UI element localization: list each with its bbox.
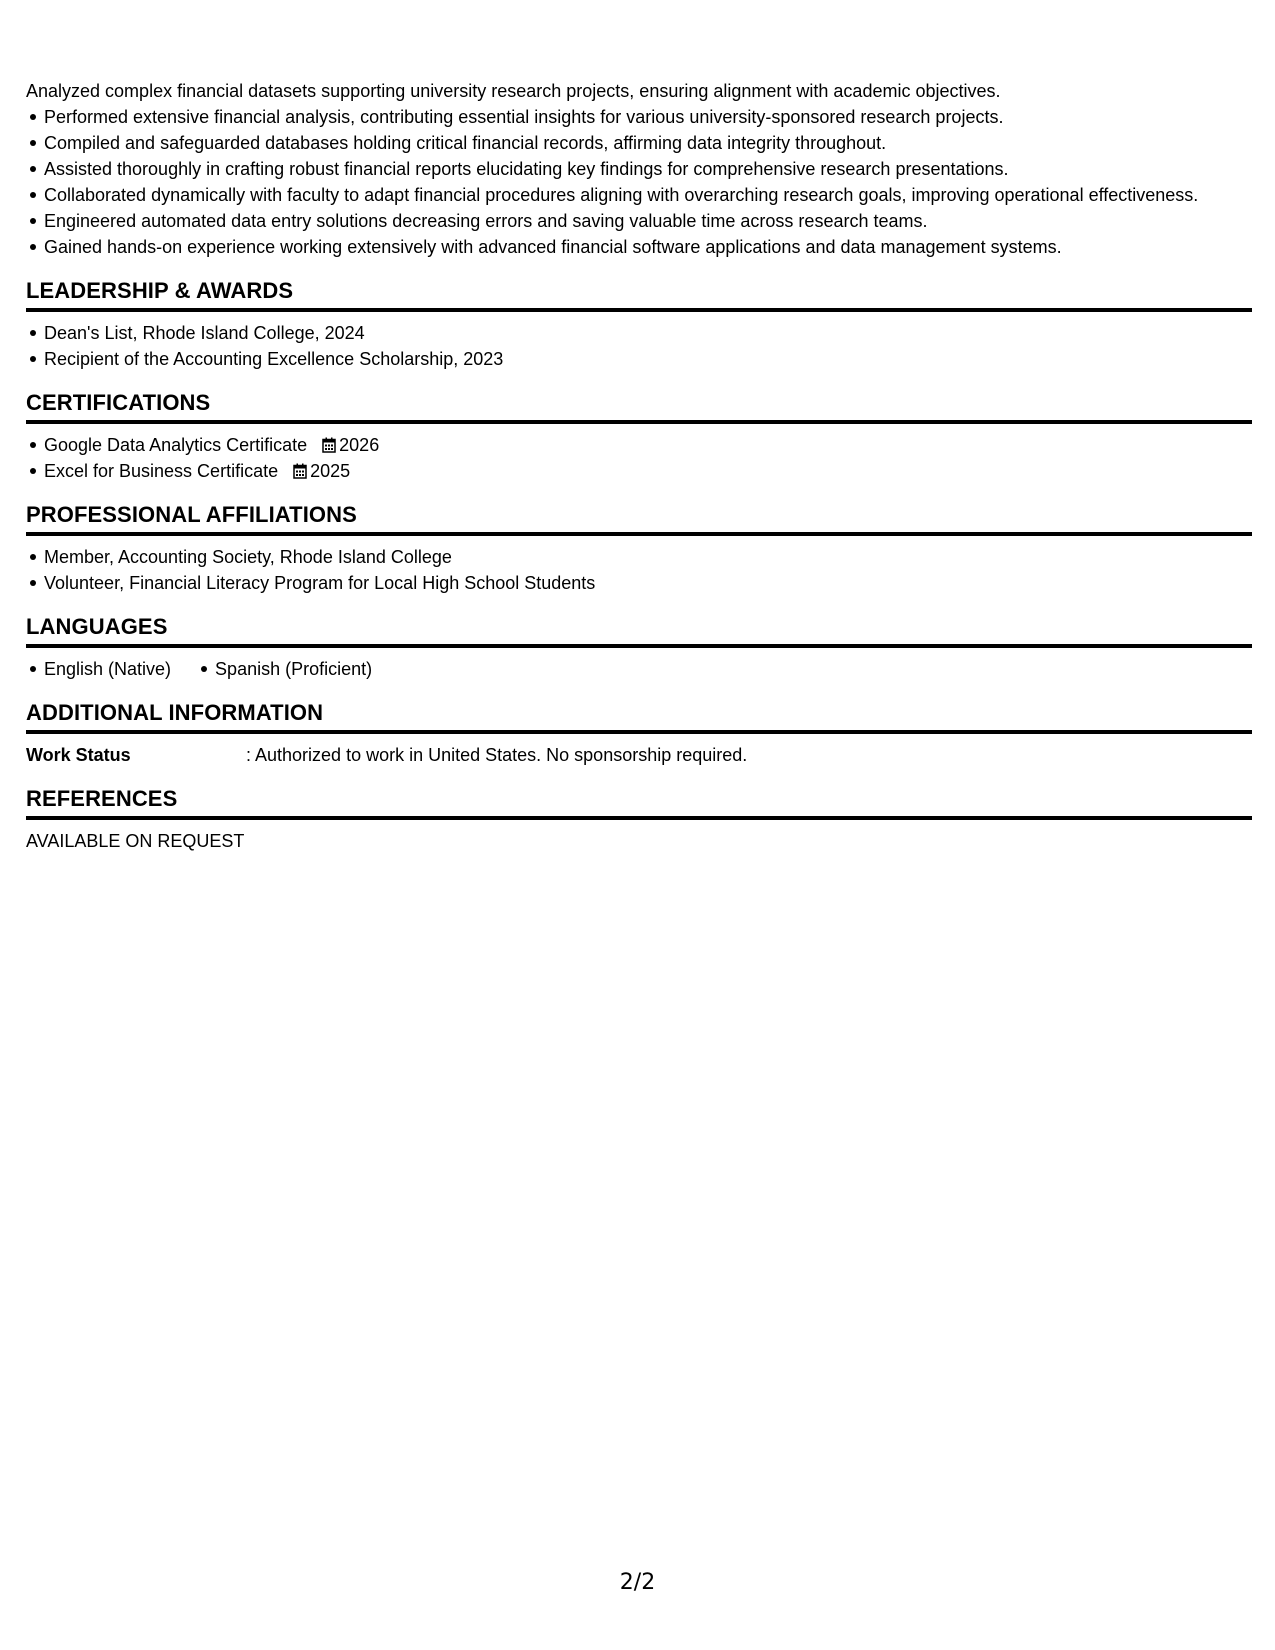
list-item: Dean's List, Rhode Island College, 2024	[44, 320, 1252, 346]
work-status-label: Work Status	[26, 745, 131, 765]
affiliations-list	[26, 544, 1252, 596]
certification-year: 2025	[310, 461, 351, 481]
certification-year: 2026	[339, 435, 380, 455]
references-heading: REFERENCES	[26, 784, 1252, 820]
language-item: English (Native)	[44, 656, 171, 682]
list-item: Volunteer, Financial Literacy Program for Local High School Students	[44, 570, 1252, 596]
list-item: Performed extensive financial analysis, contributing essential insights for various university-sponsored research projects.	[44, 104, 1252, 130]
page-number: 2/2	[619, 1570, 656, 1595]
language-item: Spanish (Proficient)	[215, 656, 372, 682]
work-status-value: : Authorized to work in United States. No sponsorship required.	[246, 745, 748, 765]
languages-heading: LANGUAGES	[26, 612, 1252, 648]
certification-name: Excel for Business Certificate	[44, 461, 279, 481]
leadership-list	[26, 320, 1252, 372]
additional-info-heading: ADDITIONAL INFORMATION	[26, 698, 1252, 734]
calendar-icon	[322, 437, 336, 453]
list-item: Recipient of the Accounting Excellence Scholarship, 2023	[44, 346, 1252, 372]
list-item: Member, Accounting Society, Rhode Island College	[44, 544, 1252, 570]
certification-item	[44, 458, 1252, 484]
certification-name: Google Data Analytics Certificate	[44, 435, 308, 455]
calendar-icon	[293, 463, 307, 479]
affiliations-heading: PROFESSIONAL AFFILIATIONS	[26, 500, 1252, 536]
list-item: Collaborated dynamically with faculty to adapt financial procedures aligning with overarching research goals, improving operational effectiveness.	[44, 182, 1252, 208]
experience-intro: Analyzed complex financial datasets supporting university research projects, ensuring alignment with academic objectives.	[26, 81, 1001, 101]
resume-page	[26, 78, 1252, 854]
leadership-heading: LEADERSHIP & AWARDS	[26, 276, 1252, 312]
list-item: Engineered automated data entry solutions decreasing errors and saving valuable time across research teams.	[44, 208, 1252, 234]
list-item: Compiled and safeguarded databases holding critical financial records, affirming data integrity throughout.	[44, 130, 1252, 156]
certification-item	[44, 432, 1252, 458]
languages-list	[26, 656, 1252, 682]
certifications-heading: CERTIFICATIONS	[26, 388, 1252, 424]
experience-bullets	[26, 104, 1252, 260]
work-status-row	[26, 742, 1252, 768]
references-text: AVAILABLE ON REQUEST	[26, 831, 245, 851]
list-item: Gained hands-on experience working extensively with advanced financial software applications and data management systems.	[44, 234, 1252, 260]
certifications-list	[26, 432, 1252, 484]
list-item: Assisted thoroughly in crafting robust financial reports elucidating key findings for comprehensive research presentations.	[44, 156, 1252, 182]
